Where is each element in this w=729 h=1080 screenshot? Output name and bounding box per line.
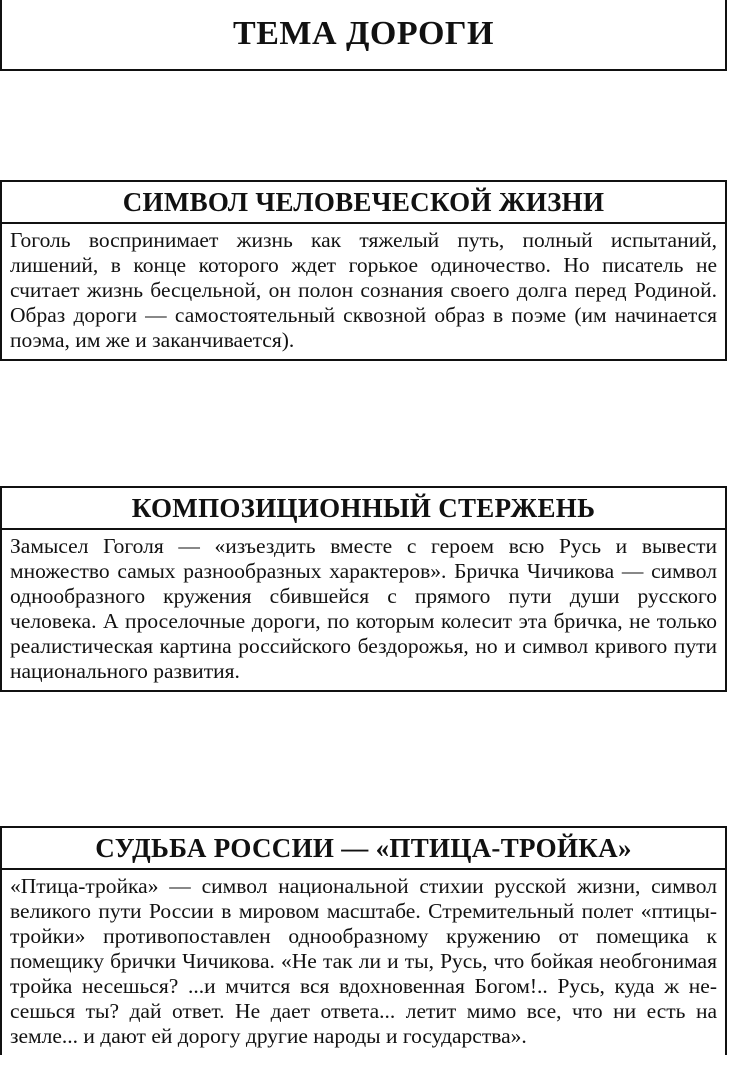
section-body [0,528,727,692]
page-title: ТЕМА ДОРОГИ [233,14,494,52]
section-text: «Птица-тройка» — символ национальной стихии русской жизни, символ великого пути России в мировом масштабе. Стремительный полет «птицы-тройки» противопоставлен однообразному кружению от помещика к помещику брички Чичикова. «Не так ли и ты, Русь, что бойкая необгонимая тройка несешься? ...и мчится вся вдохновенная Богом!.. Русь, куда ж несешься ты? дай ответ. Не дает ответа... летит мимо все, что ни есть на земле... и дают ей дорогу другие народы и государства». [10,874,717,1048]
title-box [0,0,727,71]
section-text: Гоголь воспринимает жизнь как тяжелый путь, полный испытаний, лишений, в конце которого ждет горькое одиночество. Но писатель не считает жизнь бесцельной, он полон сознания своего долга перед Родиной. Образ дороги — самостоятельный сквозной образ в поэме (им начинается поэма, им же и заканчивается). [10,228,717,352]
section-heading-box [0,180,727,222]
section-russia-fate [0,826,727,1055]
section-heading: СИМВОЛ ЧЕЛОВЕЧЕСКОЙ ЖИЗНИ [122,186,605,217]
section-heading-box [0,486,727,528]
section-composition [0,486,727,692]
section-body [0,868,727,1055]
section-body [0,222,727,361]
section-heading: КОМПОЗИЦИОННЫЙ СТЕРЖЕНЬ [131,492,596,523]
section-heading-box [0,826,727,868]
section-life-symbol [0,180,727,361]
section-text: Замысел Гоголя — «изъездить вместе с героем всю Русь и вывести множество самых разнообразных характеров». Бричка Чичикова — символ однообразного кружения сбившейся с прямого пути души русского человека. А проселочные дороги, по которым колесит эта бричка, не только реалистическая картина российского бездорожья, но и символ кривого пути национального развития. [10,534,717,683]
section-heading: СУДЬБА РОССИИ — «ПТИЦА-ТРОЙКА» [95,832,632,863]
